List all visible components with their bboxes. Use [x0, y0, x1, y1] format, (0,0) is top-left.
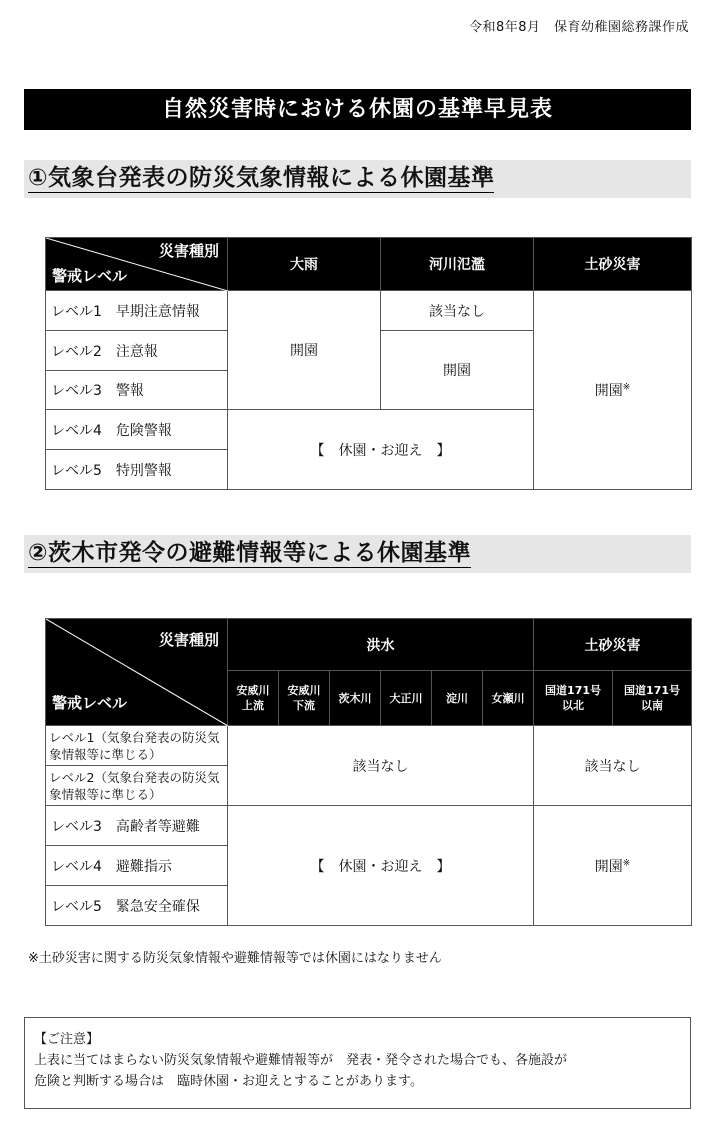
route-header-south: 国道171号 以南 — [613, 671, 692, 726]
level-3-label: レベル3 高齢者等避難 — [46, 806, 228, 846]
river-na-text: 該当なし — [429, 303, 485, 320]
level-5-label: レベル5 特別警報 — [46, 450, 228, 490]
level-1-label: レベル1（気象台発表の防災気象情報等に準じる） — [46, 726, 228, 766]
closure-text: 【 休園・お迎え 】 — [310, 442, 451, 459]
river-header-onze: 女瀬川 — [483, 671, 534, 726]
page-title: 自然災害時における休園の基準早見表 — [24, 89, 691, 130]
col-header-heavy-rain: 大雨 — [228, 238, 381, 291]
col-header-landslide: 土砂災害 — [534, 238, 692, 291]
rain-open-text: 開園 — [290, 343, 318, 359]
closure-cell — [228, 410, 534, 490]
river-header-ai-lower: 安威川 下流 — [279, 671, 330, 726]
notice-title: 【ご注意】 — [34, 1032, 100, 1047]
corner-disaster-type-label: 災害種別 — [158, 631, 219, 649]
landslide-level3-5-cell — [534, 806, 692, 926]
col-header-river-flood: 河川氾濫 — [381, 238, 534, 291]
level-1-label: レベル1 早期注意情報 — [46, 291, 228, 331]
corner-alert-level-label: 警戒レベル — [52, 694, 128, 712]
closure-text: 【 休園・お迎え 】 — [310, 858, 451, 875]
level-2-label: レベル2 注意報 — [46, 331, 228, 371]
col-header-landslide: 土砂災害 — [534, 619, 692, 671]
river-open-text: 開園 — [443, 363, 471, 379]
river-level1-cell — [381, 291, 534, 331]
landslide-note-mark: ※ — [622, 382, 631, 393]
level-3-label: レベル3 警報 — [46, 371, 228, 410]
header-note: 令和8年8月 保育幼稚園総務課作成 — [468, 20, 689, 35]
landslide-na-text: 該当なし — [584, 758, 641, 775]
landslide-cell — [534, 291, 692, 490]
landslide-level1-2-cell — [534, 726, 692, 806]
rain-level1-3-cell — [228, 291, 381, 410]
evacuation-info-table — [45, 618, 692, 926]
river-header-ai-upper: 安威川 上流 — [228, 671, 279, 726]
route-header-north: 国道171号 以北 — [534, 671, 613, 726]
level-4-label: レベル4 避難指示 — [46, 846, 228, 886]
notice-box — [24, 1017, 691, 1109]
landslide-open-text: 開園 — [594, 383, 623, 399]
section2-heading-bar — [24, 535, 691, 573]
landslide-note-mark: ※ — [622, 857, 631, 868]
landslide-open-text: 開園 — [594, 858, 623, 875]
corner-disaster-type-label: 災害種別 — [158, 242, 219, 260]
table1-corner-header — [46, 238, 228, 291]
weather-info-table — [45, 237, 692, 490]
notice-line-2: 危険と判断する場合は 臨時休園・お迎えとすることがあります。 — [34, 1074, 423, 1089]
river-header-taisho: 大正川 — [381, 671, 432, 726]
flood-closure-cell — [228, 806, 534, 926]
section1-heading: ①気象台発表の防災気象情報による休園基準 — [28, 165, 495, 191]
river-level2-3-cell — [381, 331, 534, 410]
flood-level1-2-cell — [228, 726, 534, 806]
corner-alert-level-label: 警戒レベル — [52, 267, 128, 285]
col-header-flood: 洪水 — [228, 619, 534, 671]
level-4-label: レベル4 危険警報 — [46, 410, 228, 450]
footnote: ※土砂災害に関する防災気象情報や避難情報等では休園にはなりません — [28, 951, 442, 966]
river-header-ibaraki: 茨木川 — [330, 671, 381, 726]
level-2-label: レベル2（気象台発表の防災気象情報等に準じる） — [46, 766, 228, 806]
section2-heading: ②茨木市発令の避難情報等による休園基準 — [28, 540, 471, 566]
flood-na-text: 該当なし — [352, 758, 409, 775]
table2-corner-header — [46, 619, 228, 726]
river-header-yodo: 淀川 — [432, 671, 483, 726]
level-5-label: レベル5 緊急安全確保 — [46, 886, 228, 926]
section1-heading-bar — [24, 160, 691, 198]
notice-line-1: 上表に当てはまらない防災気象情報や避難情報等が 発表・発令された場合でも、各施設が — [34, 1053, 568, 1068]
